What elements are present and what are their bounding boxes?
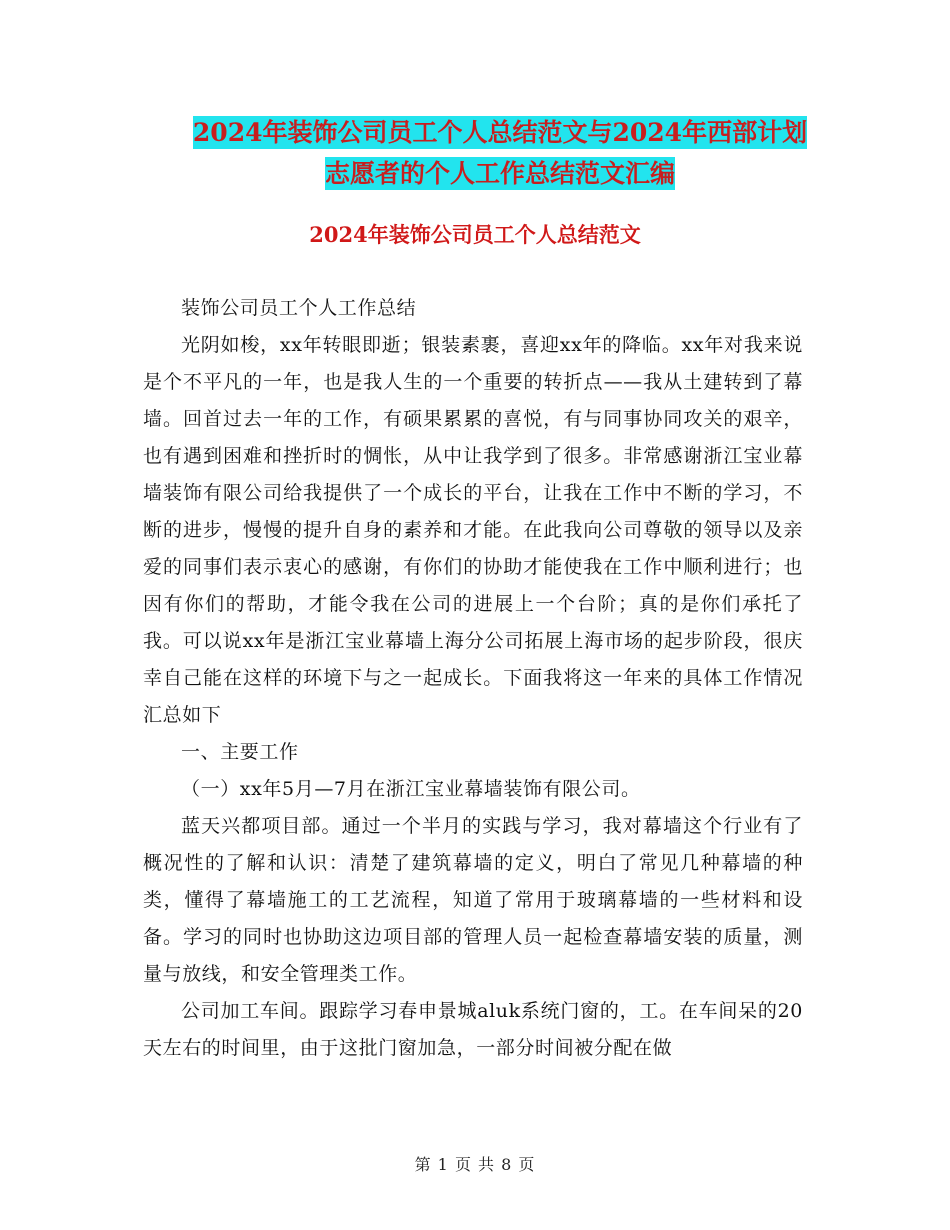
title-highlight-2: 志愿者的个人工作总结范文汇编 xyxy=(324,159,675,188)
paragraph-heading: 装饰公司员工个人工作总结 xyxy=(181,297,417,319)
paragraph-workshop: 公司加工车间。跟踪学习春申景城aluk系统门窗的，工。在车间呆的20天左右的时间里，由于这批门窗加急，一部分时间被分配在做 xyxy=(143,1000,803,1059)
document-title-line-1 xyxy=(140,113,860,153)
document-body xyxy=(143,290,803,1067)
title-highlight-1: 2024年装饰公司员工个人总结范文与2024年西部计划 xyxy=(192,118,808,147)
section-title: 2024年装饰公司员工个人总结范文 xyxy=(309,222,641,247)
paragraph-subsection: （一）xx年5月—7月在浙江宝业幕墙装饰有限公司。 xyxy=(181,778,641,800)
paragraph-section-heading: 一、主要工作 xyxy=(181,741,299,763)
document-title-line-2 xyxy=(140,154,860,194)
page-footer: 第 1 页 共 8 页 xyxy=(414,1155,536,1174)
paragraph-intro: 光阴如梭，xx年转眼即逝；银装素裹，喜迎xx年的降临。xx年对我来说是个不平凡的一年，也是我人生的一个重要的转折点——我从土建转到了幕墙。回首过去一年的工作，有硕果累累的喜悦，有与同事协同攻关的艰辛，也有遇到困难和挫折时的惆怅，从中让我学到了很多。非常感谢浙江宝业幕墙装饰有限公司给我提供了一个成长的平台，让我在工作中不断的学习，不断的进步，慢慢的提升自身的素养和才能。在此我向公司尊敬的领导以及亲爱的同事们表示衷心的感谢，有你们的协助才能使我在工作中顺利进行；也因有你们的帮助，才能令我在公司的进展上一个台阶；真的是你们承托了我。可以说xx年是浙江宝业幕墙上海分公司拓展上海市场的起步阶段，很庆幸自己能在这样的环境下与之一起成长。下面我将这一年来的具体工作情况汇总如下 xyxy=(143,334,803,726)
paragraph-project: 蓝天兴都项目部。通过一个半月的实践与学习，我对幕墙这个行业有了概况性的了解和认识：清楚了建筑幕墙的定义，明白了常见几种幕墙的种类，懂得了幕墙施工的工艺流程，知道了常用于玻璃幕墙的一些材料和设备。学习的同时也协助这边项目部的管理人员一起检查幕墙安装的质量，测量与放线，和安全管理类工作。 xyxy=(143,815,803,985)
